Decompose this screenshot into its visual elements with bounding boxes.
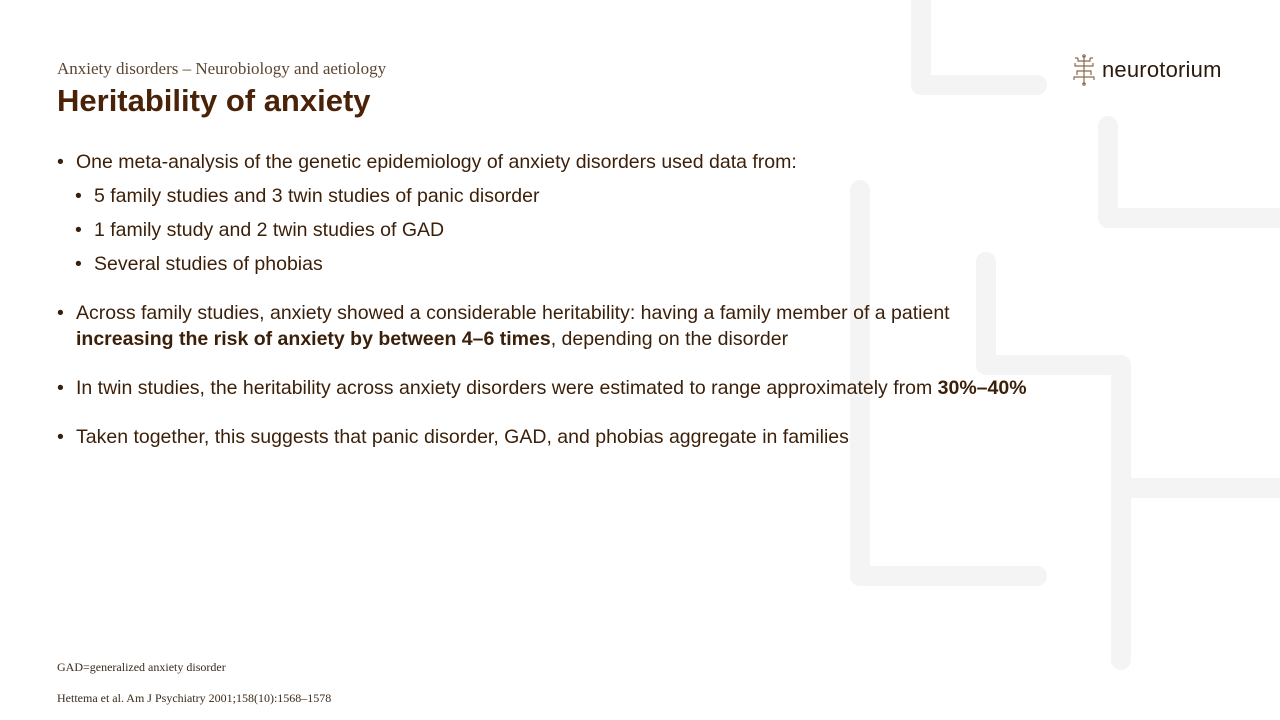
bullet-text: Taken together, this suggests that panic disorder, GAD, and phobias aggregate in families xyxy=(76,426,849,448)
logo-text: neurotorium xyxy=(1102,57,1222,82)
decor-line xyxy=(921,0,1037,85)
bullet-item xyxy=(57,424,1037,450)
bullet-text: One meta-analysis of the genetic epidemiology of anxiety disorders used data from: xyxy=(76,151,797,173)
reference-footnote: Hettema et al. Am J Psychiatry 2001;158(10):1568–1578 xyxy=(57,691,332,705)
decor-line xyxy=(1108,126,1280,218)
bullet-item xyxy=(57,300,1037,352)
bullet-icon: • xyxy=(75,253,82,275)
bullet-icon: • xyxy=(75,219,82,241)
bullet-icon: • xyxy=(57,377,64,399)
sub-bullet-item xyxy=(75,251,1037,277)
bullet-item xyxy=(57,149,1037,175)
logo xyxy=(1071,54,1222,86)
sub-bullet-text: 1 family study and 2 twin studies of GAD xyxy=(94,219,445,241)
bullet-text: In twin studies, the heritability across anxiety disorders were estimated to range approximately from 30%–40% xyxy=(76,377,1027,399)
bullet-text: Across family studies, anxiety showed a considerable heritability: having a family member of a patient increasing the risk of anxiety by between 4–6 times, depending on the disorder xyxy=(76,302,950,350)
emphasis-text: increasing the risk of anxiety by between 4–6 times xyxy=(76,328,551,350)
sub-bullet-item xyxy=(75,183,1037,209)
bullet-icon: • xyxy=(75,185,82,207)
bullet-icon: • xyxy=(57,302,64,324)
sub-bullet-text: Several studies of phobias xyxy=(94,253,323,275)
sub-bullet-item xyxy=(75,217,1037,243)
section-subtitle: Anxiety disorders – Neurobiology and aetiology xyxy=(57,59,387,78)
bullet-icon: • xyxy=(57,151,64,173)
page-title: Heritability of anxiety xyxy=(57,83,371,118)
abbreviation-footnote: GAD=generalized anxiety disorder xyxy=(57,660,226,674)
sub-bullet-text: 5 family studies and 3 twin studies of panic disorder xyxy=(94,185,540,207)
bullet-item xyxy=(57,375,1037,401)
emphasis-text: 30%–40% xyxy=(937,377,1027,399)
brain-tree-icon xyxy=(1071,54,1097,86)
bullet-list xyxy=(57,149,1037,450)
bullet-icon: • xyxy=(57,426,64,448)
